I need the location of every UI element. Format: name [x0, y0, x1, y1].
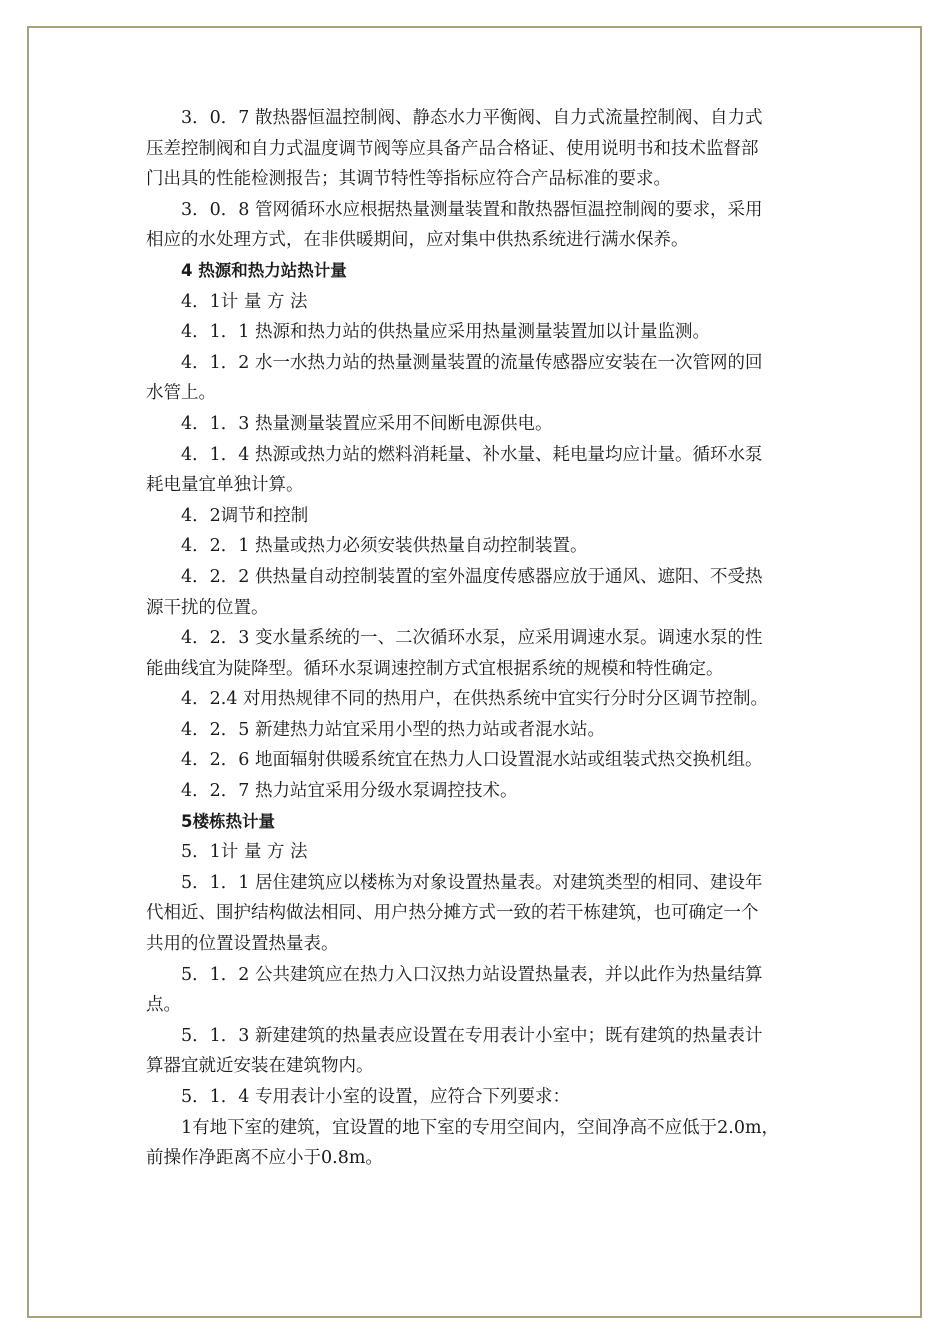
text-line: 4．1．4 热源或热力站的燃料消耗量、补水量、耗电量均应计量。循环水泵: [181, 444, 763, 465]
text-line: 4．2．3 变水量系统的一、二次循环水泵，应采用调速水泵。调速水泵的性: [181, 628, 763, 649]
text-line: 4．2．2 供热量自动控制装置的室外温度传感器应放于通风、遮阳、不受热: [181, 566, 763, 587]
text-line: 3．0．7 散热器恒温控制阀、静态水力平衡阀、自力式流量控制阀、自力式: [181, 108, 763, 128]
document-body: [146, 103, 812, 1174]
text-line: 4．2．5 新建热力站宜采用小型的热力站或者混水站。: [181, 719, 605, 740]
text-line: 压差控制阀和自力式温度调节阀等应具备产品合格证、使用说明书和技术监督部: [146, 138, 759, 159]
text-line: 前操作净距离不应小于0.8m。: [146, 1148, 383, 1169]
text-line: 点。: [146, 995, 181, 1016]
text-line: 5．1．2 公共建筑应在热力入口汉热力站设置热量表，并以此作为热量结算: [181, 964, 763, 985]
text-line: 耗电量宜单独计算。: [146, 475, 304, 496]
text-line: 4．1．2 水一水热力站的热量测量装置的流量传感器应安装在一次管网的回: [181, 352, 763, 373]
text-line: 门出具的性能检测报告；其调节特性等指标应符合产品标准的要求。: [146, 169, 671, 190]
text-line: 水管上。: [146, 383, 216, 404]
text-line: 相应的水处理方式，在非供暖期间，应对集中供热系统进行满水保养。: [146, 230, 689, 251]
text-line: 代相近、围护结构做法相同、用户热分摊方式一致的若干栋建筑，也可确定一个: [146, 903, 759, 924]
text-line: 能曲线宜为陡降型。循环水泵调速控制方式宜根据系统的规模和特性确定。: [146, 658, 724, 679]
text-line: 4．2．1 热量或热力必须安装供热量自动控制装置。: [181, 536, 588, 557]
text-line: 源干扰的位置。: [146, 597, 269, 618]
text-line: 5．1．3 新建建筑的热量表应设置在专用表计小室中；既有建筑的热量表计: [181, 1025, 763, 1046]
text-line: 算器宜就近安装在建筑物内。: [146, 1056, 374, 1077]
text-line: 4．1．1 热源和热力站的供热量应采用热量测量装置加以计量监测。: [181, 322, 710, 343]
text-line: 1有地下室的建筑，宜设置的地下室的专用空间内，空间净高不应低于2.0m，: [181, 1117, 780, 1138]
text-line: 4．2．6 地面辐射供暖系统宜在热力人口设置混水站或组装式热交换机组。: [181, 750, 763, 771]
text-line: 4．1计 量 方 法: [181, 291, 308, 312]
section-heading: 4 热源和热力站热计量: [181, 260, 347, 280]
text-line: 共用的位置设置热量表。: [146, 934, 339, 955]
section-heading: 5楼栋热计量: [181, 811, 275, 831]
text-line: 4．2调节和控制: [181, 505, 309, 526]
text-line: 4．2.4 对用热规律不同的热用户，在供热系统中宜实行分时分区调节控制。: [181, 689, 769, 710]
text-line: 4．1．3 热量测量装置应采用不间断电源供电。: [181, 413, 553, 434]
text-line: 5．1．4 专用表计小室的设置，应符合下列要求：: [181, 1087, 570, 1107]
text-line: 5．1．1 居住建筑应以楼栋为对象设置热量表。对建筑类型的相同、建设年: [181, 872, 763, 893]
text-line: 3．0．8 管网循环水应根据热量测量装置和散热器恒温控制阀的要求，采用: [181, 199, 763, 220]
text-line: 4．2．7 热力站宜采用分级水泵调控技术。: [181, 781, 518, 802]
text-line: 5．1计 量 方 法: [181, 842, 308, 863]
